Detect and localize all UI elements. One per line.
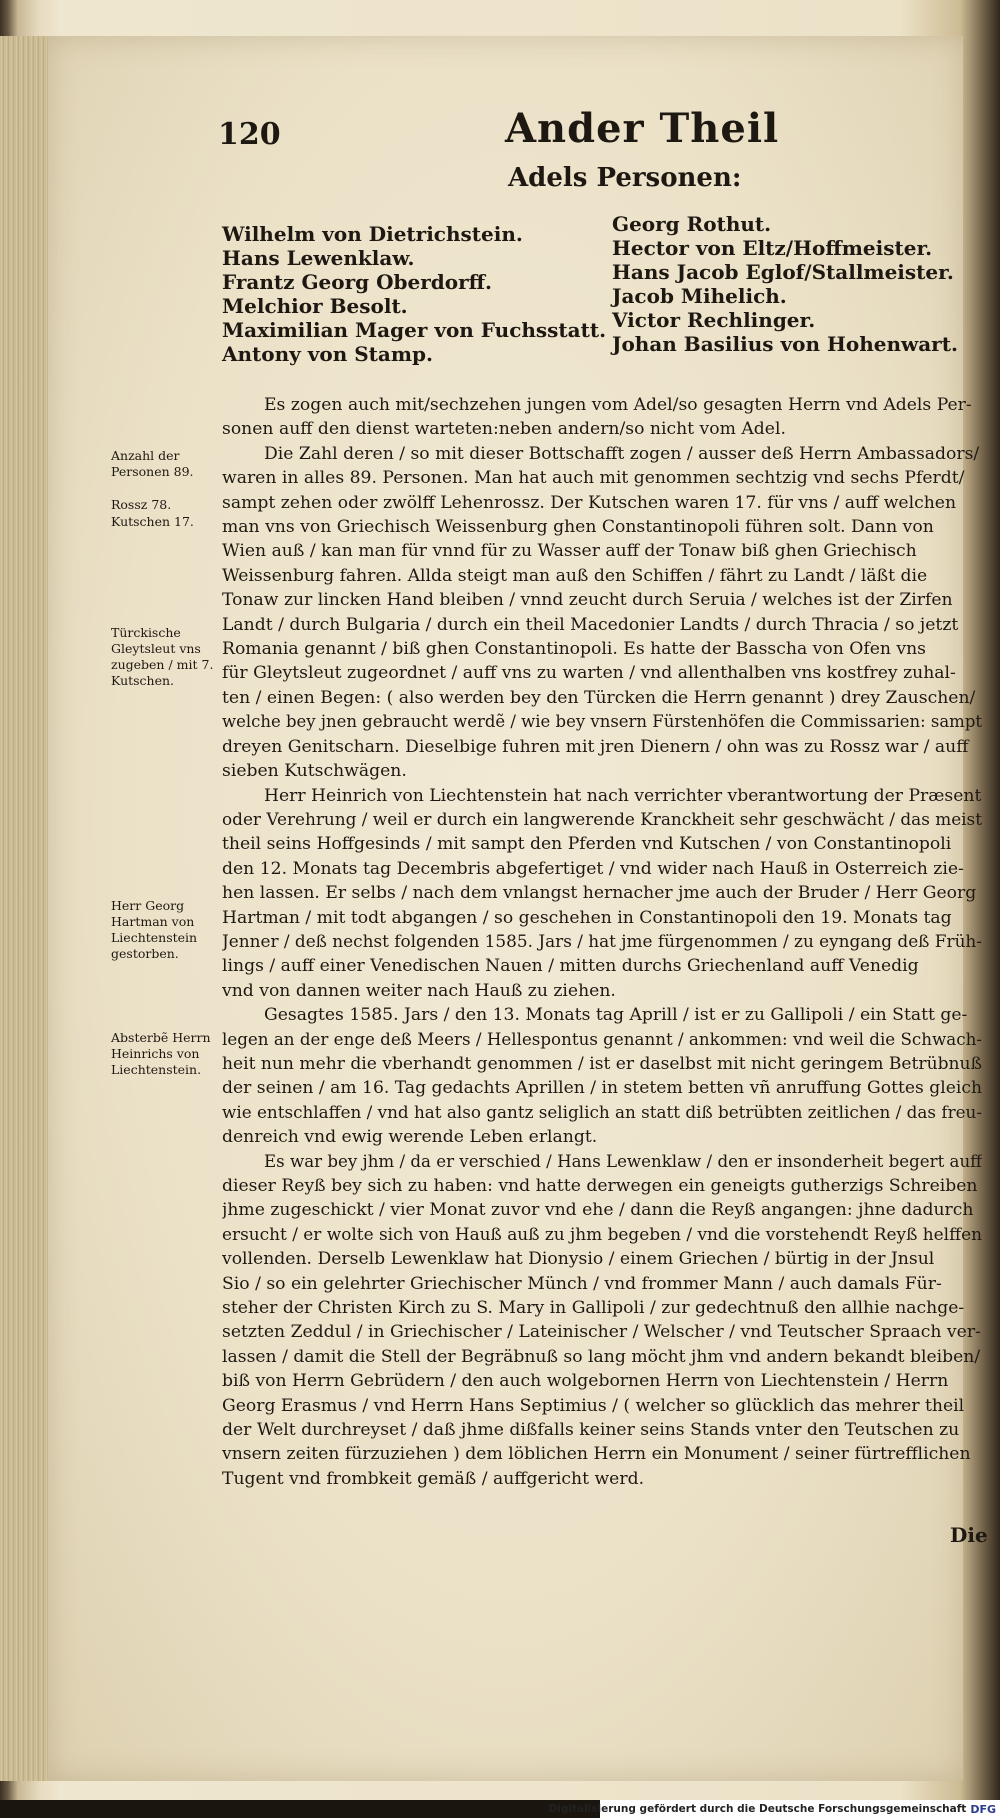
body-line: steher der Christen Kirch zu S. Mary in Gallipoli / zur gedechtnuß den allhie nachge- bbox=[222, 1298, 965, 1319]
name-entry: Victor Rechlinger. bbox=[612, 308, 816, 332]
body-line: jhme zugeschickt / vier Monat zuvor vnd ehe / dann die Reyß angangen: jhne dadurch bbox=[222, 1200, 974, 1221]
body-line: vnsern zeiten fürzuziehen ) dem löblichen Herrn ein Monument / seiner fürtrefflichen bbox=[222, 1444, 971, 1465]
credit-bar bbox=[548, 1800, 1000, 1818]
body-line: für Gleytsleut zugeordnet / auff vns zu warten / vnd allenthalben vns kostfrey zuhal- bbox=[222, 663, 956, 684]
body-line: lassen / damit die Stell der Begräbnuß so lang möcht jhm vnd andern bekandt bleiben/ bbox=[222, 1346, 981, 1367]
body-line: Es zogen auch mit/sechzehen jungen vom Adel/so gesagten Herrn vnd Adels Per- bbox=[264, 395, 972, 415]
margin-note: Herr Georg Hartman von Liechtenstein gestorben. bbox=[111, 898, 198, 961]
body-text bbox=[222, 393, 982, 1491]
body-line: wie entschlaffen / vnd hat also gantz seliglich an statt diß betrübten zeitlichen / das freu- bbox=[222, 1102, 982, 1123]
body-line: Tugent vnd frombkeit gemäß / auffgericht werd. bbox=[222, 1468, 645, 1489]
margin-note: Rossz 78. bbox=[111, 497, 172, 512]
body-line: der seinen / am 16. Tag gedachts Aprillen / in stetem betten vñ anruffung Gottes gleich bbox=[222, 1078, 982, 1099]
body-line: Die Zahl deren / so mit dieser Bottschafft zogen / ausser deß Herrn Ambassadors/ bbox=[264, 443, 980, 464]
body-line: heit nun mehr die vberhandt genommen / ist er daselbst mit nicht geringem Betrübnuß bbox=[222, 1053, 982, 1074]
page-edges bbox=[0, 36, 48, 1781]
body-line: sieben Kutschwägen. bbox=[222, 761, 407, 782]
body-line: ersucht / er wolte sich von Hauß auß zu jhm begeben / vnd die vorstehendt Reyß helffen bbox=[222, 1224, 982, 1245]
body-line: sampt zehen oder zwölff Lehenrossz. Der Kutschen waren 17. für vns / auff welchen bbox=[222, 492, 957, 513]
body-line: theil seins Hoffgesinds / mit sampt den Pferden vnd Kutschen / von Constantinopoli bbox=[222, 834, 952, 855]
body-line: welche bey jnen gebraucht werdẽ / wie bey vnsern Fürstenhöfen die Commissarien: sampt bbox=[222, 712, 982, 733]
body-line: Tonaw zur lincken Hand bleiben / vnnd zeucht durch Seruia / welches ist der Zirfen bbox=[222, 590, 953, 611]
body-line: waren in alles 89. Personen. Man hat auch mit genommen sechtzig vnd sechs Pferdt/ bbox=[222, 468, 965, 489]
body-line: Sio / so ein gelehrter Griechischer Münch / vnd frommer Mann / auch damals Für- bbox=[222, 1273, 942, 1294]
name-entry: Antony von Stamp. bbox=[222, 342, 433, 366]
name-entry: Hans Jacob Eglof/Stallmeister. bbox=[612, 260, 954, 284]
bottom-strip bbox=[0, 1800, 600, 1818]
body-line: Jenner / deß nechst folgenden 1585. Jars / hat jme fürgenommen / zu eyngang deß Früh- bbox=[222, 931, 982, 952]
body-line: dreyen Genitscharn. Dieselbige fuhren mit jren Dienern / ohn was zu Rossz war / auff bbox=[222, 736, 969, 757]
body-line: biß von Herrn Gebrüdern / den auch wolgebornen Herrn von Liechtenstein / Herrn bbox=[222, 1371, 949, 1392]
names-left-column bbox=[222, 222, 607, 366]
credit-text: Digitalisierung gefördert durch die Deutsche Forschungsgemeinschaft bbox=[548, 1803, 967, 1815]
body-line: legen an der enge deß Meers / Hellespontus genannt / ankommen: vnd weil die Schwach- bbox=[222, 1029, 982, 1050]
running-title: Ander Theil bbox=[505, 105, 780, 152]
name-entry: Maximilian Mager von Fuchsstatt. bbox=[222, 318, 607, 342]
body-line: vnd von dannen weiter nach Hauß zu ziehen. bbox=[222, 980, 616, 1001]
names-right-column bbox=[612, 212, 992, 356]
body-line: Weissenburg fahren. Allda steigt man auß den Schiffen / fährt zu Landt / läßt die bbox=[222, 565, 928, 586]
dfg-logo: DFG bbox=[970, 1802, 996, 1816]
body-line: lings / auff einer Venedischen Nauen / mitten durchs Griechenland auff Venedig bbox=[222, 956, 919, 977]
body-line: man vns von Griechisch Weissenburg ghen Constantinopoli führen solt. Dann von bbox=[222, 517, 934, 538]
margin-note: Absterbẽ Herrn Heinrichs von Liechtenstein. bbox=[111, 1030, 211, 1077]
body-line: Es war bey jhm / da er verschied / Hans Lewenklaw / den er insonderheit begert auff bbox=[264, 1151, 982, 1172]
body-line: Wien auß / kan man für vnnd für zu Wasser auff der Tonaw biß ghen Griechisch bbox=[222, 541, 917, 562]
body-line: dieser Reyß bey sich zu haben: vnd hatte derwegen ein geneigts gutherzigs Schreiben bbox=[222, 1176, 978, 1196]
body-line: sonen auff den dienst warteten:neben andern/so nicht vom Adel. bbox=[222, 419, 786, 440]
body-line: vollenden. Derselb Lewenklaw hat Dionysio / einem Griechen / bürtig in der Jnsul bbox=[222, 1249, 935, 1270]
page-number: 120 bbox=[218, 117, 281, 152]
body-line: den 12. Monats tag Decembris abgefertiget / vnd wider nach Hauß in Osterreich zie- bbox=[222, 858, 964, 879]
body-line: denreich vnd ewig werende Leben erlangt. bbox=[222, 1127, 598, 1148]
body-line: setzten Zeddul / in Griechischer / Lateinischer / Welscher / vnd Teutscher Spraach ver- bbox=[222, 1322, 981, 1343]
catchword: Die bbox=[950, 1523, 988, 1547]
margin-note: Türckische Gleytsleut vns zugeben / mit 7. Kutschen. bbox=[111, 625, 214, 688]
margin-note: Anzahl der Personen 89. bbox=[111, 448, 194, 479]
body-line: Romania genannt / biß ghen Constantinopoli. Es hatte der Basscha von Ofen vns bbox=[222, 639, 927, 660]
body-line: ten / einen Begen: ( also werden bey den Türcken die Herrn genannt ) drey Zauschen/ bbox=[222, 687, 976, 708]
body-line: Landt / durch Bulgaria / durch ein theil Macedonier Landts / durch Thracia / so jetzt bbox=[222, 614, 959, 635]
body-line: Herr Heinrich von Liechtenstein hat nach verrichter vberantwortung der Præsent bbox=[264, 785, 982, 806]
body-line: Georg Erasmus / vnd Herrn Hans Septimius / ( welcher so glücklich das mehrer theil bbox=[222, 1395, 965, 1416]
section-heading: Adels Personen: bbox=[508, 163, 742, 193]
margin-note: Kutschen 17. bbox=[111, 514, 194, 529]
name-entry: Hector von Eltz/Hoffmeister. bbox=[612, 236, 933, 260]
name-entry: Melchior Besolt. bbox=[222, 294, 408, 318]
body-line: Gesagtes 1585. Jars / den 13. Monats tag Aprill / ist er zu Gallipoli / ein Statt ge- bbox=[264, 1005, 968, 1026]
body-line: hen lassen. Er selbs / nach dem vnlangst hernacher jme auch der Bruder / Herr Georg bbox=[222, 883, 977, 904]
name-entry: Johan Basilius von Hohenwart. bbox=[612, 332, 958, 356]
name-entry: Georg Rothut. bbox=[612, 212, 772, 236]
name-entry: Frantz Georg Oberdorff. bbox=[222, 270, 492, 294]
body-line: oder Verehrung / weil er durch ein langwerende Kranckheit sehr geschwächt / das meist bbox=[222, 809, 982, 830]
name-entry: Jacob Mihelich. bbox=[612, 284, 787, 308]
body-line: der Welt durchreyset / daß jhme dißfalls keiner seins Stands vnter den Teutschen zu bbox=[222, 1420, 960, 1441]
name-entry: Wilhelm von Dietrichstein. bbox=[222, 222, 523, 246]
body-line: Hartman / mit todt abgangen / so geschehen in Constantinopoli den 19. Monats tag bbox=[222, 907, 952, 928]
name-entry: Hans Lewenklaw. bbox=[222, 246, 415, 270]
